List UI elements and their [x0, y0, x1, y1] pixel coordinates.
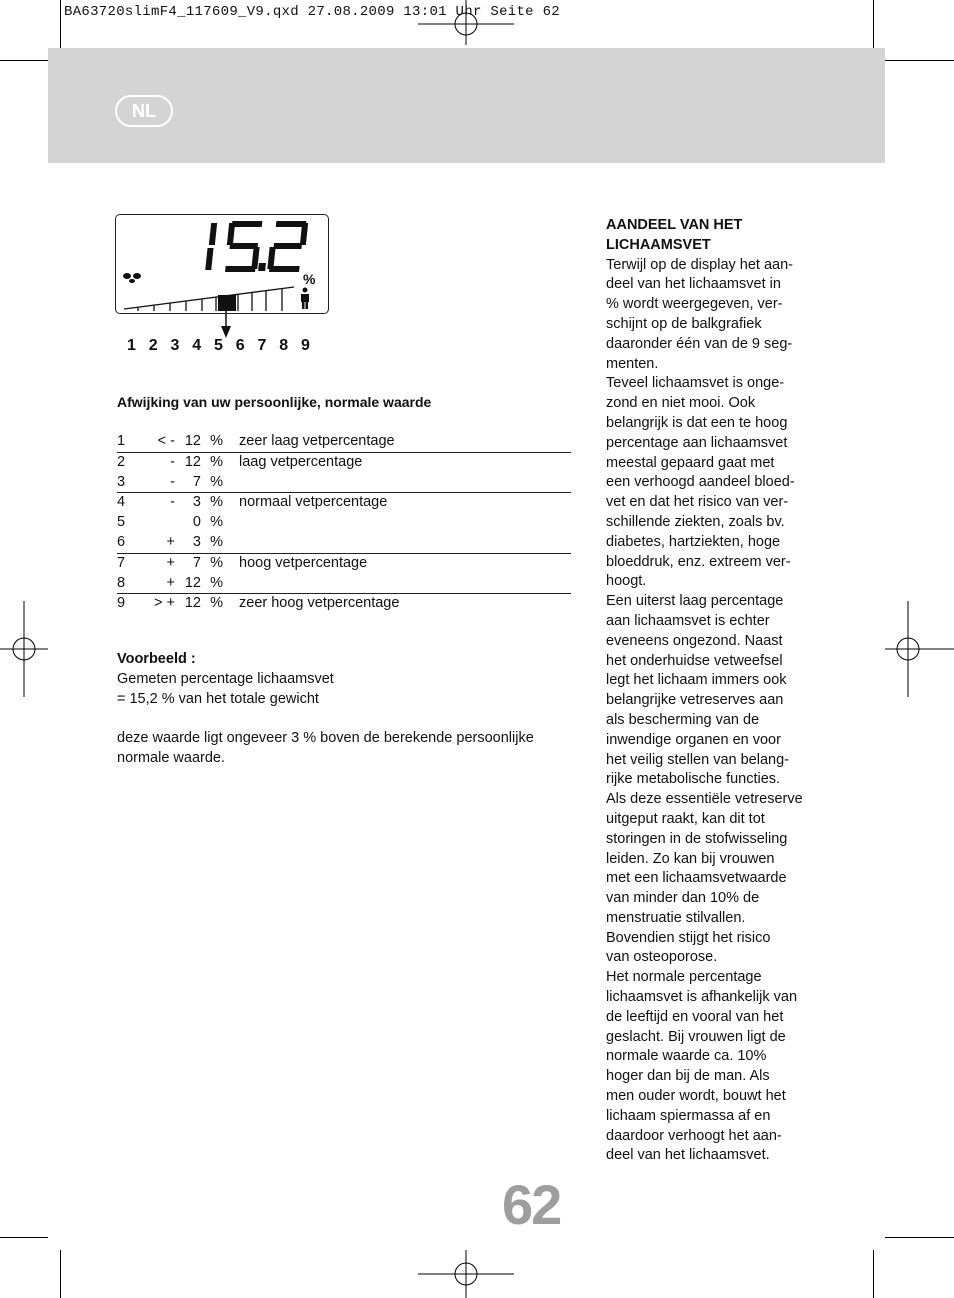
table-row: 6 + 3 %: [117, 533, 571, 553]
article-line: leiden. Zo kan bij vrouwen: [606, 850, 775, 867]
table-row: 8 + 12 %: [117, 574, 571, 594]
article-line: legt het lichaam immers ook: [606, 672, 787, 689]
example-block: [117, 650, 577, 769]
article-line: schijnt op de balkgrafiek: [606, 315, 762, 332]
table-row: 4 - 3 % normaal vetpercentage: [117, 494, 388, 511]
article-line: Een uiterst laag percentage: [606, 593, 784, 610]
article-line: rijke metabolische functies.: [606, 771, 781, 788]
article-line: belangrijke vetreserves aan: [606, 692, 784, 709]
article-line: het onderhuidse vetweefsel: [606, 652, 783, 669]
article-line: als bescherming van de: [606, 711, 760, 728]
article-line: menstruatie stilvallen.: [606, 909, 746, 926]
article-line: inwendige organen en voor: [606, 731, 781, 748]
table-row: 1 < - 12 % zeer laag vetpercentage: [117, 432, 571, 452]
article-line: percentage aan lichaamsvet: [606, 434, 788, 451]
article-line: daardoor verhoogt het aan-: [606, 1127, 782, 1144]
print-header: BA63720slimF4_117609_V9.qxd 27.08.2009 13:01 Uhr Seite 62: [64, 4, 560, 20]
arrow-down-icon: [218, 296, 234, 340]
segment-numbers: 1 2 3 4 5 6 7 8 9: [127, 337, 315, 354]
article-line: Teveel lichaamsvet is onge-: [606, 375, 785, 392]
article-line: bloeddruk, enz. extreem ver-: [606, 553, 791, 570]
page-number: 62: [502, 1173, 561, 1236]
table-row: 7 + 7 % hoog vetpercentage: [117, 554, 368, 571]
example-line: = 15,2 % van het totale gewicht: [117, 690, 319, 707]
percent-sign: %: [303, 271, 316, 287]
article-line: Het normale percentage: [606, 969, 762, 986]
article-line: van osteoporose.: [606, 949, 718, 966]
article-line: geslacht. Bij vrouwen ligt de: [606, 1028, 786, 1045]
article-line: deel van het lichaamsvet.: [606, 1147, 770, 1164]
table-row: 5 0 %: [117, 514, 223, 531]
table-row: 9 > + 12 % zeer hoog vetpercentage: [117, 595, 400, 612]
table-row: 2 - 12 % laag vetpercentage: [117, 453, 363, 470]
article-line: de leeftijd en vooral van het: [606, 1008, 784, 1025]
example-note: deze waarde ligt ongeveer 3 % boven de berekende persoonlijke: [117, 730, 534, 747]
article-line: hoogt.: [606, 573, 647, 590]
article-heading: AANDEEL VAN HET: [606, 217, 743, 233]
article-line: diabetes, hartziekten, hoge: [606, 533, 781, 550]
article-line: met een lichaamsvetwaarde: [606, 870, 787, 887]
article-line: uitgeput raakt, kan dit tot: [606, 810, 765, 827]
example-note: normale waarde.: [117, 749, 225, 766]
article-line: Als deze essentiële vetreserve: [606, 791, 803, 808]
article-line: lichaamsvet is afhankelijk van: [606, 989, 798, 1006]
person-icon: [301, 288, 309, 310]
article-line: Bovendien stijgt het risico: [606, 929, 771, 946]
article-line: een verhoogd aandeel bloed-: [606, 474, 795, 491]
article-line: van minder dan 10% de: [606, 890, 760, 907]
article-body: [606, 256, 821, 1167]
article-line: Terwijl op de display het aan-: [606, 256, 793, 273]
header-band: [48, 48, 885, 163]
example-line: Gemeten percentage lichaamsvet: [117, 670, 334, 687]
article-line: meestal gepaard gaat met: [606, 454, 775, 471]
article-line: eveneens ongezond. Naast: [606, 632, 783, 649]
article-line: hoger dan bij de man. Als: [606, 1068, 770, 1085]
bar-graph: [124, 287, 294, 311]
article-heading: LICHAAMSVET: [606, 236, 711, 253]
article-line: het veilig stellen van belang-: [606, 751, 789, 768]
article-line: menten.: [606, 355, 659, 372]
article-line: % wordt weergegeven, ver-: [606, 296, 783, 313]
language-badge: NL: [115, 95, 173, 127]
deviation-heading: Afwijking van uw persoonlijke, normale waarde: [117, 394, 432, 410]
example-title: Voorbeeld :: [117, 651, 196, 667]
article-line: lichaam spiermassa af en: [606, 1107, 771, 1124]
article-line: storingen in de stofwisseling: [606, 830, 788, 847]
article-line: daaronder één van de 9 seg-: [606, 335, 793, 352]
article-line: deel van het lichaamsvet in: [606, 276, 781, 293]
article-line: vet en dat het risico van ver-: [606, 494, 789, 511]
article-line: normale waarde ca. 10%: [606, 1048, 767, 1065]
article-line: men ouder wordt, bouwt het: [606, 1088, 786, 1105]
table-row: 3 - 7 %: [117, 473, 571, 493]
leaf-icon: [123, 273, 141, 283]
body-fat-article: [606, 216, 821, 1166]
article-line: aan lichaamsvet is echter: [606, 612, 770, 629]
article-line: belangrijk is dat een te hoog: [606, 414, 788, 431]
deviation-table: [117, 432, 571, 614]
article-line: zond en niet mooi. Ook: [606, 395, 756, 412]
article-line: schillende ziekten, zoals bv.: [606, 513, 785, 530]
